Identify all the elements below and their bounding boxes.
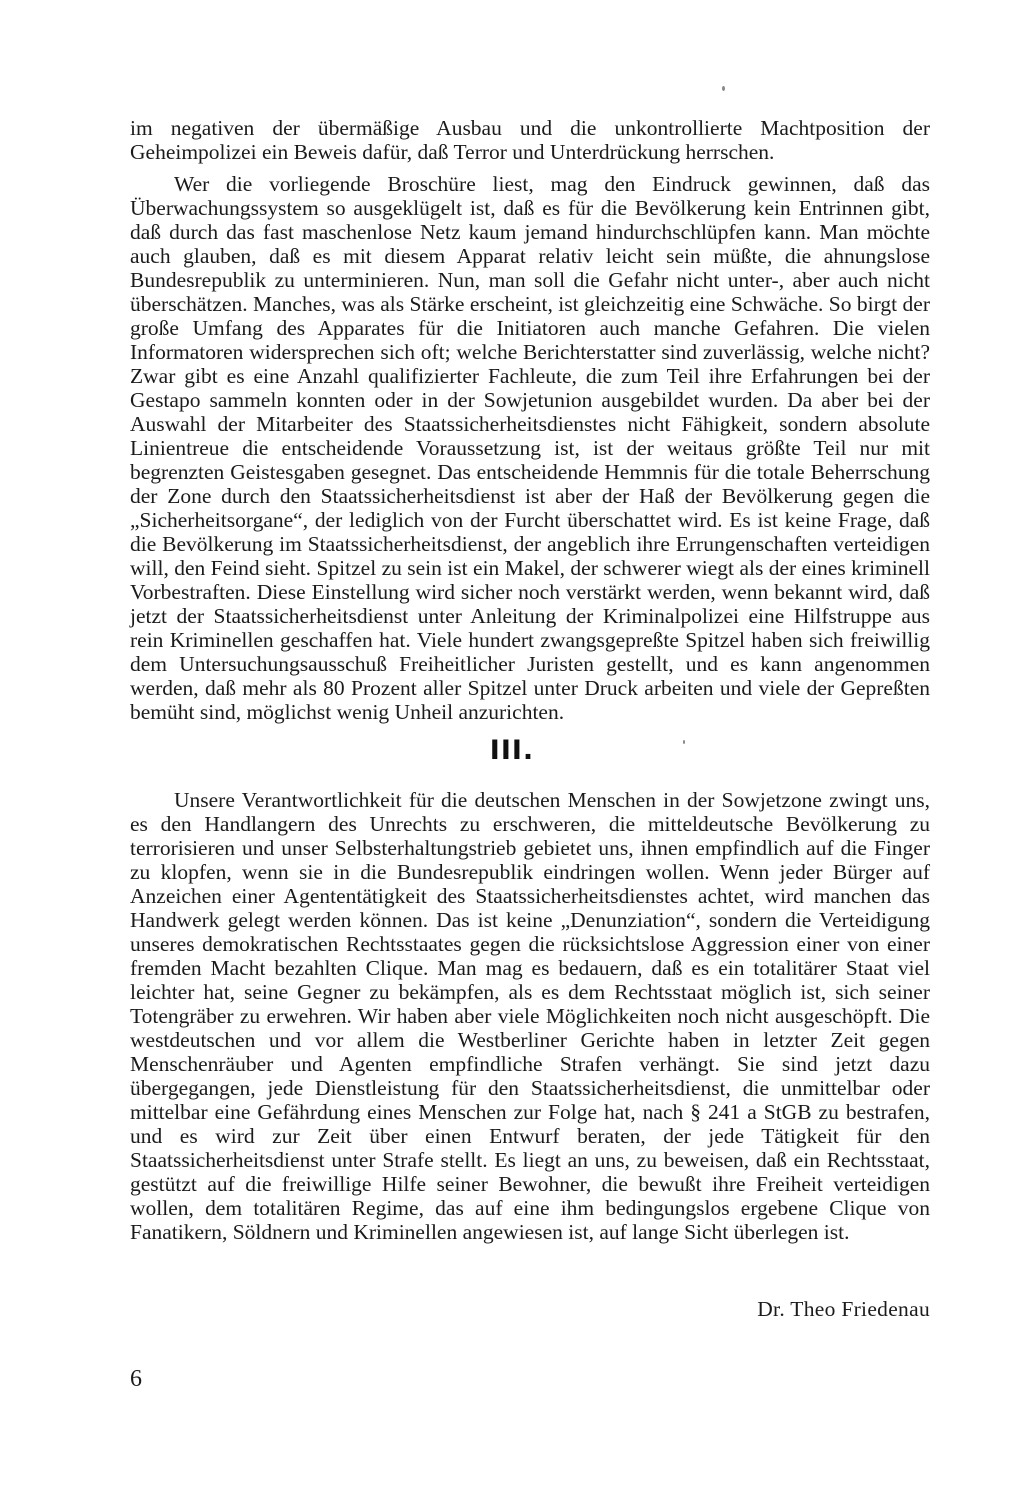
paper-speck-mark <box>722 86 725 91</box>
continuation-paragraph: im negativen der übermäßige Ausbau und die unkontrollierte Machtposition der Geheimpolizei ein Beweis dafür, daß Terror und Unterdrückung herrschen. <box>130 116 930 164</box>
third-paragraph-block <box>130 788 930 1244</box>
body-paragraph-2: Wer die vorliegende Broschüre liest, mag den Eindruck gewinnen, daß das Überwachungssystem so ausgeklügelt ist, daß es für die Bevölkerung kein Entrinnen gibt, daß durch das fast maschenlose Netz kaum jemand hindurchschlüpfen kann. Man möchte auch glauben, daß es mit diesem Apparat relativ leicht sein müßte, die ahnungslose Bundesrepublik zu unterminieren. Nun, man soll die Gefahr nicht unter-, aber auch nicht überschätzen. Manches, was als Stärke erscheint, ist gleichzeitig eine Schwäche. So birgt der große Umfang des Apparates für die Initiatoren auch manche Gefahren. Die vielen Informatoren widersprechen sich oft; welche Berichterstatter sind zuverlässig, welche nicht? Zwar gibt es eine Anzahl qualifizierter Fachleute, die zum Teil ihre Erfahrungen bei der Gestapo sammeln konnten oder in der Sowjetunion ausgebildet wurden. Da aber bei der Auswahl der Mitarbeiter des Staatssicherheitsdienstes nicht Fähigkeit, sondern absolute Linientreue die entscheidende Voraussetzung ist, ist der weitaus größte Teil nur mit begrenzten Geistesgaben gesegnet. Das entscheidende Hemmnis für die totale Beherrschung der Zone durch den Staatssicherheitsdienst ist aber der Haß der Bevölkerung gegen die „Sicherheitsorgane“, der lediglich von der Furcht überschattet wird. Es ist keine Frage, daß die Bevölkerung im Staatssicherheitsdienst, der angeblich ihre Errungenschaften verteidigen will, den Feind sieht. Spitzel zu sein ist ein Makel, der schwerer wiegt als der eines kriminell Vorbestraften. Diese Einstellung wird sicher noch verstärkt werden, wenn bekannt wird, daß jetzt der Staatssicherheitsdienst unter Anleitung der Kriminalpolizei eine Hilfstruppe aus rein Kriminellen geschaffen hat. Viele hundert zwangsgepreßte Spitzel haben sich freiwillig dem Untersuchungsausschuß Freiheitlicher Juristen gestellt, und es kann angenommen werden, daß mehr als 80 Prozent aller Spitzel unter Druck arbeiten und viele der Gepreßten bemüht sind, möglichst wenig Unheil anzurichten. <box>130 172 930 724</box>
page-number: 6 <box>130 1366 142 1392</box>
second-paragraph-block <box>130 172 930 724</box>
body-paragraph-3: Unsere Verantwortlichkeit für die deutschen Menschen in der Sowjetzone zwingt uns, es den Handlangern des Unrechts zu erschweren, die mitteldeutsche Bevölkerung zu terrorisieren und unser Selbsterhaltungstrieb gebietet uns, ihnen empfindlich auf die Finger zu klopfen, wenn sie in die Bundesrepublik eindringen wollen. Wenn jeder Bürger auf Anzeichen einer Agententätigkeit des Staatssicherheitsdienstes achtet, wird manchen das Handwerk gelegt werden können. Das ist keine „Denunziation“, sondern die Verteidigung unseres demokratischen Rechtsstaates gegen die rücksichtslose Aggression einer von einer fremden Macht bezahlten Clique. Man mag es bedauern, daß es ein totalitärer Staat viel leichter hat, seine Gegner zu bekämpfen, als es dem Rechtsstaat möglich ist, sich seiner Totengräber zu erwehren. Wir haben aber viele Möglichkeiten noch nicht ausgeschöpft. Die westdeutschen und vor allem die Westberliner Gerichte haben in letzter Zeit gegen Menschenräuber und Agenten empfindliche Strafen verhängt. Sie sind jetzt dazu übergegangen, jede Dienstleistung für den Staatssicherheitsdienst, die unmittelbar oder mittelbar eine Gefährdung eines Menschen zur Folge hat, nach § 241 a StGB zu bestrafen, und es wird zur Zeit über einen Entwurf beraten, der jede Tätigkeit für den Staatssicherheitsdienst unter Strafe stellt. Es liegt an uns, zu beweisen, daß ein Rechtsstaat, gestützt auf die freiwillige Hilfe seiner Bewohner, die bewußt ihre Freiheit verteidigen wollen, dem totalitären Regime, das auf eine ihm bedingungslos ergebene Clique von Fanatikern, Söldnern und Kriminellen angewiesen ist, auf lange Sicht überlegen ist. <box>130 788 930 1244</box>
author-signature: Dr. Theo Friedenau <box>757 1297 930 1321</box>
section-heading: III. <box>489 735 535 766</box>
paper-speck-mark <box>683 740 685 744</box>
continuation-paragraph-block <box>130 116 930 164</box>
